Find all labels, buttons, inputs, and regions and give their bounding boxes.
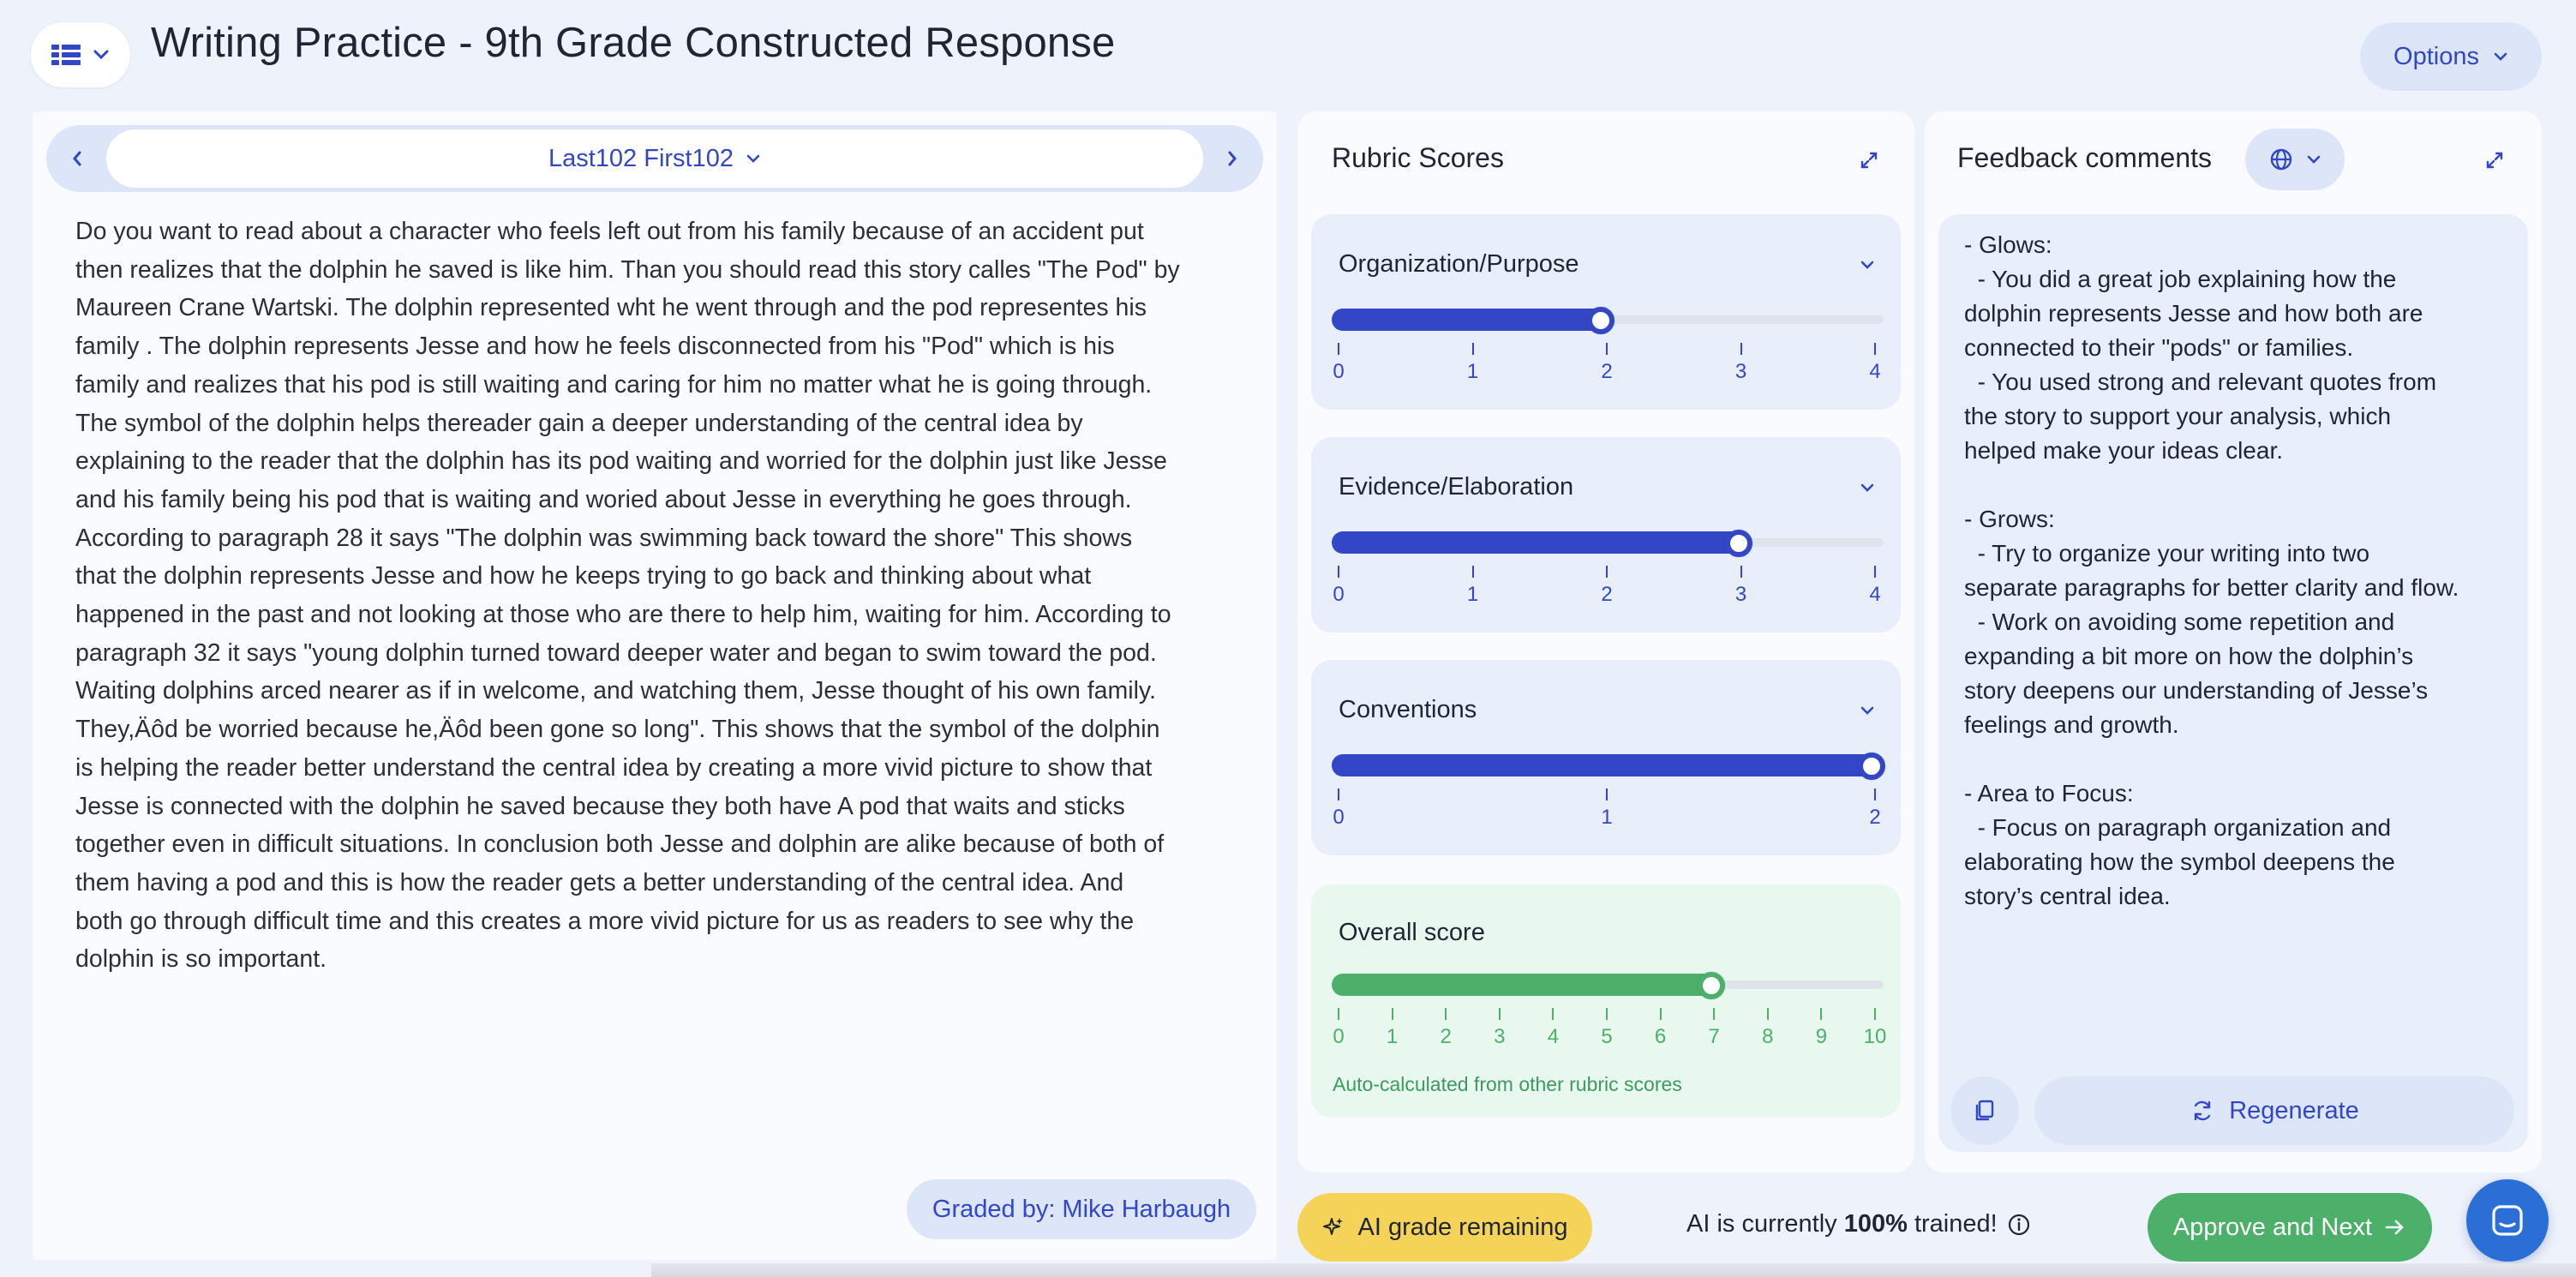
criterion-1-tick: [1338, 566, 1339, 578]
ai-grade-label: AI grade remaining: [1357, 1213, 1568, 1241]
chevron-down-icon: [2306, 154, 2321, 165]
overall-slider-fill: [1332, 974, 1718, 996]
refresh-icon: [2190, 1098, 2215, 1124]
criterion-0-tick: [1472, 343, 1474, 355]
bottom-scroll-shadow: [651, 1263, 2576, 1277]
ai-trained-status: [1686, 1210, 2032, 1238]
criterion-0-tick-label: 0: [1333, 360, 1345, 383]
overall-tick: [1552, 1008, 1554, 1020]
sparkle-icon: [1321, 1215, 1345, 1239]
criterion-1-tick: [1740, 566, 1742, 578]
criterion-1-tick: [1606, 566, 1608, 578]
chevron-down-icon: [2493, 51, 2508, 62]
page-title: Writing Practice - 9th Grade Constructed Response: [151, 20, 1116, 66]
criterion-2-tick: [1338, 788, 1339, 800]
overall-tick-label: 1: [1386, 1025, 1399, 1048]
ai-grade-button[interactable]: [1297, 1193, 1592, 1262]
overall-tick: [1713, 1008, 1715, 1020]
criterion-1-slider-fill: [1332, 531, 1746, 554]
chevron-down-icon[interactable]: [1854, 698, 1880, 723]
overall-tick: [1338, 1008, 1339, 1020]
overall-slider-handle[interactable]: [1698, 972, 1725, 999]
criterion-0-tick-label: 2: [1601, 360, 1613, 383]
overall-tick-label: 4: [1547, 1025, 1560, 1048]
language-select[interactable]: [2245, 129, 2345, 190]
overall-tick-label: 7: [1708, 1025, 1720, 1048]
criterion-0-tick-label: 1: [1466, 360, 1479, 383]
criterion-0-slider-handle[interactable]: [1587, 307, 1614, 334]
overall-score-label: Overall score: [1339, 919, 1485, 946]
criterion-0-tick-label: 3: [1734, 360, 1747, 383]
chevron-down-icon: [93, 49, 110, 61]
regenerate-button[interactable]: [2034, 1076, 2514, 1145]
feedback-text[interactable]: - Glows: - You did a great job explaining how the dolphin represents Jesse and how both are connected to their "pods" or families. - You used strong and relevant quotes from the story to support your analysis, which helped make your ideas clear. - Grows: - Try to organize your writing into two separate paragraphs for better clarity and flow. - Work on avoiding some repetition and expanding a bit more on how the dolphin’s story deepens our understanding of Jesse’s feelings and growth. - Area to Focus: - Focus on paragraph organization and elaborating how the symbol deepens the story’s central idea.: [1964, 231, 2459, 909]
list-view-icon: [51, 44, 81, 66]
trained-prefix: AI is currently: [1686, 1210, 1844, 1238]
criterion-1-tick-label: 2: [1601, 583, 1613, 606]
rubric-title: Rubric Scores: [1332, 142, 1504, 173]
options-label: Options: [2393, 42, 2479, 70]
approve-label: Approve and Next: [2172, 1213, 2373, 1241]
criterion-0-tick: [1740, 343, 1742, 355]
criterion-2-tick-label: 1: [1601, 806, 1613, 829]
regenerate-label: Regenerate: [2229, 1096, 2359, 1124]
options-button[interactable]: [2360, 22, 2542, 91]
chevron-left-icon: [71, 150, 83, 167]
criterion-2-slider-handle[interactable]: [1858, 752, 1885, 780]
chevron-down-icon[interactable]: [1854, 475, 1880, 501]
overall-tick: [1820, 1008, 1822, 1020]
criterion-1-slider-handle[interactable]: [1725, 530, 1752, 557]
previous-student-button[interactable]: [46, 125, 108, 192]
overall-tick-label: 2: [1440, 1025, 1452, 1048]
expand-feedback-icon[interactable]: [2480, 146, 2509, 175]
criterion-1-tick-label: 0: [1333, 583, 1345, 606]
chat-icon: [2489, 1202, 2526, 1239]
overall-tick-label: 10: [1863, 1025, 1887, 1048]
globe-icon: [2268, 147, 2294, 172]
overall-tick-label: 8: [1762, 1025, 1774, 1048]
overall-tick-label: 0: [1333, 1025, 1345, 1048]
feedback-title: Feedback comments: [1957, 142, 2213, 173]
arrow-right-icon: [2384, 1218, 2406, 1237]
criterion-1-tick: [1874, 566, 1876, 578]
criterion-1-tick: [1472, 566, 1474, 578]
overall-tick-label: 9: [1815, 1025, 1828, 1048]
criterion-2-tick: [1606, 788, 1608, 800]
criterion-0-tick: [1606, 343, 1608, 355]
chevron-down-icon: [746, 153, 761, 164]
rubric-criterion-label: Organization/Purpose: [1339, 250, 1579, 278]
essay-text: Do you want to read about a character who feels left out from his family because of an accident put then realizes that the dolphin he saved is like him. Than you should read this story calles "The Pod" by Maureen Crane Wartski. The dolphin represented wht he went through and the pod representes his family . The dolphin represents Jesse and how he feels disconnected from his "Pod" which is his family and realizes that his pod is still waiting and caring for him no matter what he is going through. The symbol of the dolphin helps thereader gain a deeper understanding of the central idea by explaining to the reader that the dolphin has its pod waiting and worried for the dolphin just like Jesse and his family being his pod that is waiting and woried about Jesse in everything he goes through. According to paragraph 28 it says "The dolphin was swimming back toward the shore" This shows that the dolphin represents Jesse and how he keeps trying to go back and thinking about what happened in the past and not looking at those who are there to help him, waiting for him. According to paragraph 32 it says "young dolphin turned toward deeper water and began to swim toward the pod. Waiting dolphins arced nearer as if in welcome, and watching them, Jesse thought of his own family. They,Äôd be worried because he,Äôd been gone so long". This shows that the symbol of the dolphin is helping the reader better understand the central idea by creating a more vivid picture to show that Jesse is connected with the dolphin he saved because they both have A pod that waits and sticks together even in difficult situations. In conclusion both Jesse and dolphin are alike because of both of them having a pod and this is how the reader gets a better understanding of the central idea. And both go through difficult time and this creates a more vivid picture for us as readers to see why the dolphin is so important.: [75, 218, 1180, 974]
overall-tick: [1499, 1008, 1501, 1020]
criterion-0-tick: [1338, 343, 1339, 355]
rubric-criterion-label: Conventions: [1339, 696, 1477, 723]
criterion-1-tick-label: 4: [1869, 583, 1881, 606]
overall-tick: [1606, 1008, 1608, 1020]
overall-tick: [1767, 1008, 1769, 1020]
expand-rubric-icon[interactable]: [1854, 146, 1884, 175]
rubric-criterion-label: Evidence/Elaboration: [1339, 473, 1574, 501]
approve-and-next-button[interactable]: [2148, 1193, 2432, 1262]
criterion-2-slider-fill: [1332, 754, 1884, 776]
overall-score-note: Auto-calculated from other rubric scores: [1333, 1073, 1682, 1095]
criterion-1-tick-label: 3: [1734, 583, 1747, 606]
copy-button[interactable]: [1950, 1076, 2019, 1145]
view-menu-button[interactable]: [31, 22, 130, 87]
criterion-2-tick-label: 0: [1333, 806, 1345, 829]
overall-tick: [1392, 1008, 1393, 1020]
overall-tick: [1445, 1008, 1447, 1020]
next-student-button[interactable]: [1201, 125, 1263, 192]
criterion-0-slider-fill: [1332, 309, 1608, 331]
overall-tick-label: 6: [1654, 1025, 1667, 1048]
info-icon[interactable]: [2006, 1212, 2032, 1238]
trained-suffix: trained!: [1907, 1210, 1998, 1238]
student-select[interactable]: [106, 129, 1203, 188]
criterion-2-tick: [1874, 788, 1876, 800]
criterion-2-tick-label: 2: [1869, 806, 1881, 829]
copy-icon: [1972, 1098, 1998, 1124]
criterion-0-tick-label: 4: [1869, 360, 1881, 383]
chat-support-button[interactable]: [2466, 1179, 2549, 1262]
overall-tick: [1660, 1008, 1662, 1020]
trained-percent: 100%: [1843, 1210, 1908, 1238]
chevron-right-icon: [1226, 150, 1238, 167]
student-name: Last102 First102: [548, 144, 734, 172]
criterion-1-tick-label: 1: [1466, 583, 1479, 606]
chevron-down-icon[interactable]: [1854, 252, 1880, 278]
criterion-0-tick: [1874, 343, 1876, 355]
overall-tick-label: 3: [1494, 1025, 1506, 1048]
graded-by-badge[interactable]: Graded by: Mike Harbaugh: [907, 1179, 1256, 1239]
overall-tick-label: 5: [1601, 1025, 1613, 1048]
overall-tick: [1874, 1008, 1876, 1020]
